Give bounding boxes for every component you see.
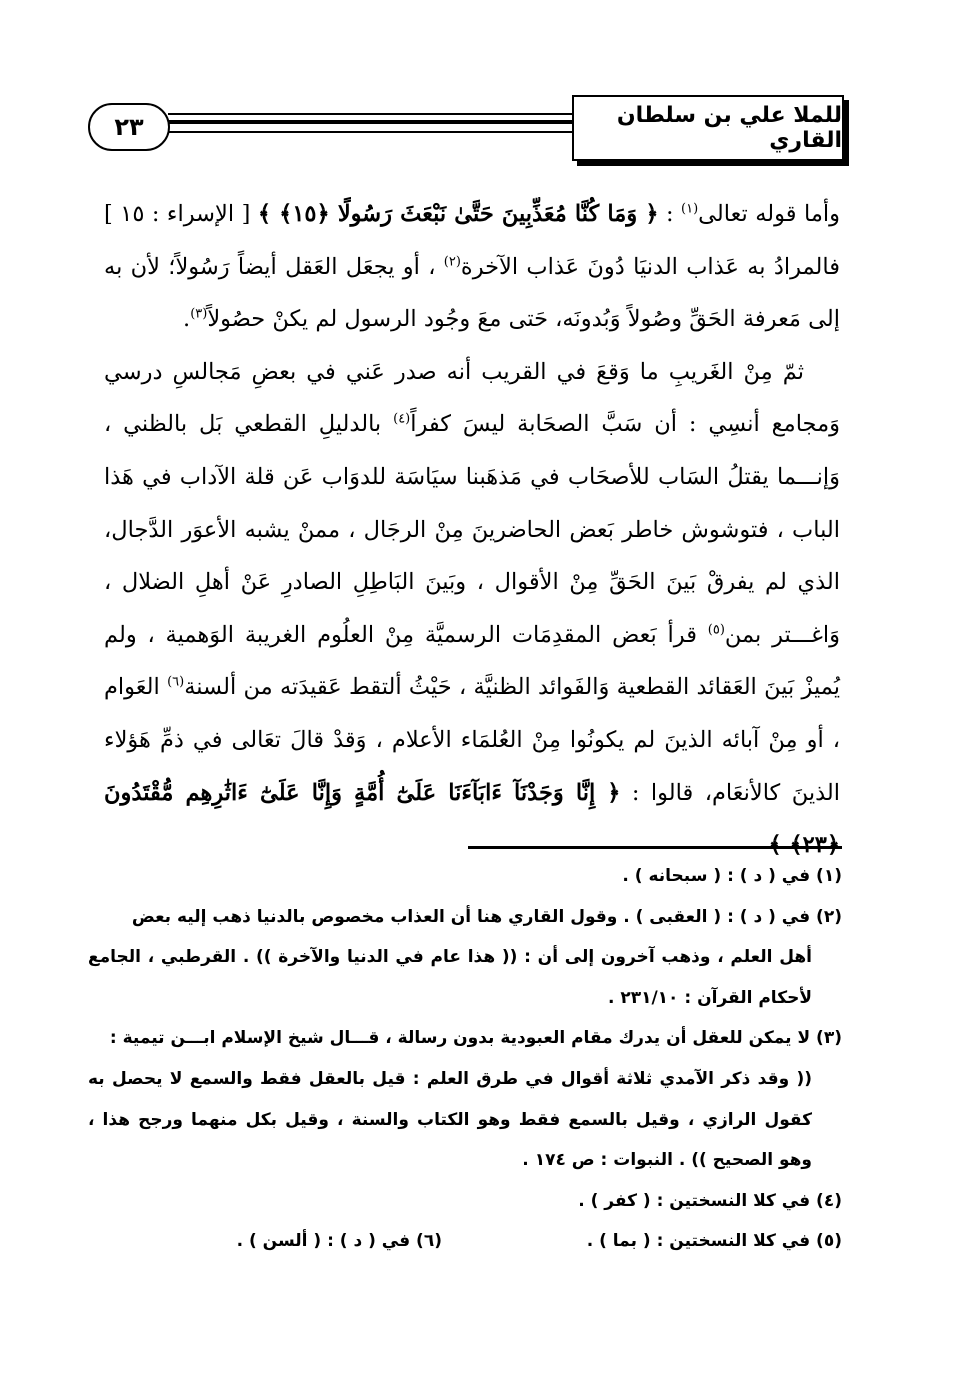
- footnote-3: (٣) لا يمكن للعقل أن يدرك مقام العبودية بدون رسالة ، قـــال شيخ الإسلام ابـــن تيمية :: [109, 1028, 842, 1049]
- footnote-6: (٦) في ( د ) : ( ألسن ) .: [236, 1231, 442, 1252]
- text-run: قرأ بَعض المقدِمَات الرسميَّة مِنْ العلُوم الغريبة الوَهمية ، ولم يُميزْ بَينَ العَقائد القطعية وَالفَوائد الظنيَّة ، حَيْثُ ألتقط عَقيدَته من ألسنة: [104, 621, 841, 701]
- footnote-2-continuation: أهل العلم ، وذهب آخرون إلى أن : (( هذا عام في الدنيا والآخرة )) . القرطبي ، الجامع لأحكام القرآن : ٢٣١/١٠ .: [88, 947, 812, 1008]
- footnote-5: (٥) في كلا النسختين : ( بما ) .: [586, 1231, 842, 1252]
- text-run: [ الإسراء : ١٥ ] فالمرادُ به عَذاب الدنيَا دُونَ عَذاب الآخرة: [104, 201, 841, 280]
- quran-verse: ﴿ إِنَّا وَجَدْنَآ ءَابَآءَنَا عَلَىٰٓ أُمَّةٍ وَإِنَّا عَلَىٰٓ ءَاثَٰرِهِم مُّقْتَدُونَ ﴿٢٣﴾ ﴾: [104, 779, 840, 859]
- text-run: .: [183, 306, 191, 333]
- header-rule: [168, 113, 574, 133]
- text-run: ثمّ مِنْ الغَريبِ ما وَقعَ في القريب أنه صدر عَني في بعضِ مَجالسِ درسي وَمجامع أنسِي : أن سَبَّ الصحَابة ليسَ كفراً: [104, 358, 840, 438]
- running-title: للملا علي بن سلطان القاري: [572, 95, 844, 161]
- main-text: [104, 188, 840, 872]
- quran-verse: ﴿ وَمَا كُنَّا مُعَذِّبِينَ حَتَّىٰ نَبْعَثَ رَسُولًا ﴿١٥﴾ ﴾: [257, 201, 659, 227]
- footnote-ref: (١): [681, 201, 699, 217]
- footnote-3-continuation: (( وقد ذكر الآمدي ثلاثة أقوال في طرق العلم : قيل بالعقل فقط والسمع لا يحصل به كقول الرازي ، وقيل بالسمع فقط وهو الكتاب والسنة ، وقيل بكل منهما ورجح هذا ، وهو الصحيح )) . النبوات : ص ١٧٤ .: [88, 1068, 812, 1171]
- text-run: العَوام ، أو مِنْ آبائه الذينَ لم يكونُوا مِنْ العُلمَاء الأعلام ، وَقدْ قالَ تعَالى في ذمِّ هَؤلاء الذينَ كالأنعَام، قالوا :: [104, 674, 840, 806]
- footnote-4: (٤) في كلا النسختين : ( كفر ) .: [578, 1190, 842, 1211]
- text-run: بالدليلِ القطعي بَل بالظني ، وَإنـــما يقتلُ السَاب للأصحَاب في مَذهَبنا سيَاسَة للدوَاب عَن قلة الآداب في هَذا الباب ، فتوشوش خاطر بَعض الحاضرينَ مِنْ الرجَال ، ممنْ يشبه الأعوَر الدَّجال، الذي لم يفرقْ بَينَ الحَقِّ مِنْ الأقوال ، وبَينَ البَاطِلِ الصادرِ عَنْ أهلِ الضلال ، وَاغـــتر بمن: [104, 411, 840, 648]
- page-number: ٢٣: [88, 103, 170, 151]
- footnote-separator: [468, 846, 842, 849]
- paragraph-2: [104, 346, 840, 872]
- footnote-ref: (٢): [443, 254, 461, 270]
- footnotes: [88, 856, 842, 1262]
- footnote-1: (١) في ( د ) : ( سبحانه ) .: [622, 866, 842, 886]
- page-header: [88, 95, 844, 167]
- text-run: وأما قوله تعالى: [698, 201, 840, 227]
- text-run: ، أو يجعَل العَقل أيضاً رَسُولاً؛ لأن به إلى مَعرفة الحَقِّ وصُولاً وَبُدونَه، حَتى معَ وجُود الرسول لم يكنْ حصُولاً: [104, 253, 840, 333]
- paragraph-1: [104, 188, 840, 346]
- footnote-ref: (٣): [190, 306, 208, 322]
- footnote-2: (٢) في ( د ) : ( العقبى ) . وقول القاري هنا أن العذاب مخصوص بالدنيا ذهب إليه بعض: [131, 906, 842, 927]
- footnote-ref: (٦): [167, 674, 185, 690]
- text-run: :: [658, 201, 682, 227]
- footnote-row-5-6: [88, 1221, 842, 1262]
- footnote-ref: (٤): [393, 411, 411, 427]
- footnote-ref: (٥): [707, 622, 725, 638]
